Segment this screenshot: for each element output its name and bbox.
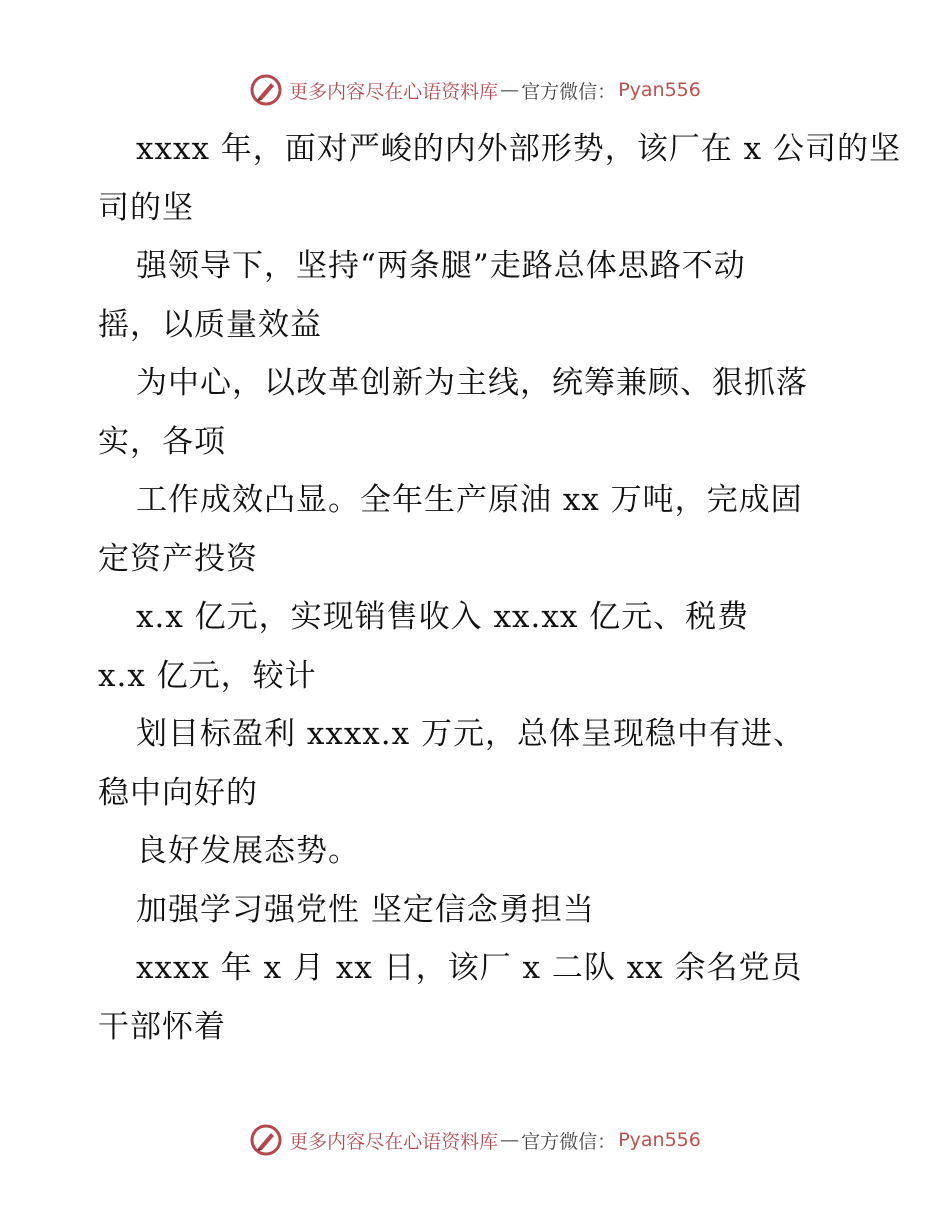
text-line: 摇，以质量效益: [98, 306, 322, 343]
pen-logo-icon: [249, 1123, 283, 1157]
watermark-id: Pyan556: [618, 79, 701, 101]
text-line: 干部怀着: [98, 1008, 226, 1045]
text-line: 实，各项: [98, 423, 226, 460]
watermark-label: 官方微信：: [521, 1130, 617, 1153]
watermark-text: 更多内容尽在心语资料库: [289, 80, 499, 103]
text-line: xxxx 年，面对严峻的内外部形势，该厂在 x 公司的坚: [136, 131, 901, 167]
text-line: x.x 亿元，较计: [98, 657, 317, 694]
watermark-text: 更多内容尽在心语资料库: [289, 1130, 499, 1153]
text-line: 良好发展态势。: [136, 833, 360, 869]
text-line: 稳中向好的: [98, 774, 258, 811]
text-line: 划目标盈利 xxxx.x 万元，总体呈现稳中有进、: [136, 716, 805, 752]
footer-watermark: [0, 1120, 950, 1160]
text-line: xxxx 年 x 月 xx 日，该厂 x 二队 xx 余名党员: [136, 950, 803, 986]
text-line: 工作成效凸显。全年生产原油 xx 万吨，完成固: [136, 482, 803, 518]
pen-logo-icon: [249, 73, 283, 107]
text-line: 加强学习强党性 坚定信念勇担当: [136, 891, 595, 928]
text-line: 为中心，以改革创新为主线，统筹兼顾、狠抓落: [136, 365, 808, 401]
watermark-id: Pyan556: [618, 1129, 701, 1151]
text-line: x.x 亿元，实现销售收入 xx.xx 亿元、税费: [136, 599, 750, 635]
document-body: [98, 120, 901, 1056]
text-line: 司的坚: [98, 189, 194, 226]
watermark-separator: —: [500, 79, 520, 101]
watermark-label: 官方微信：: [521, 80, 617, 103]
watermark-separator: —: [500, 1129, 520, 1151]
text-line: 定资产投资: [98, 540, 258, 577]
text-line: 强领导下，坚持“两条腿”走路总体思路不动: [136, 248, 746, 284]
header-watermark: [0, 70, 950, 110]
